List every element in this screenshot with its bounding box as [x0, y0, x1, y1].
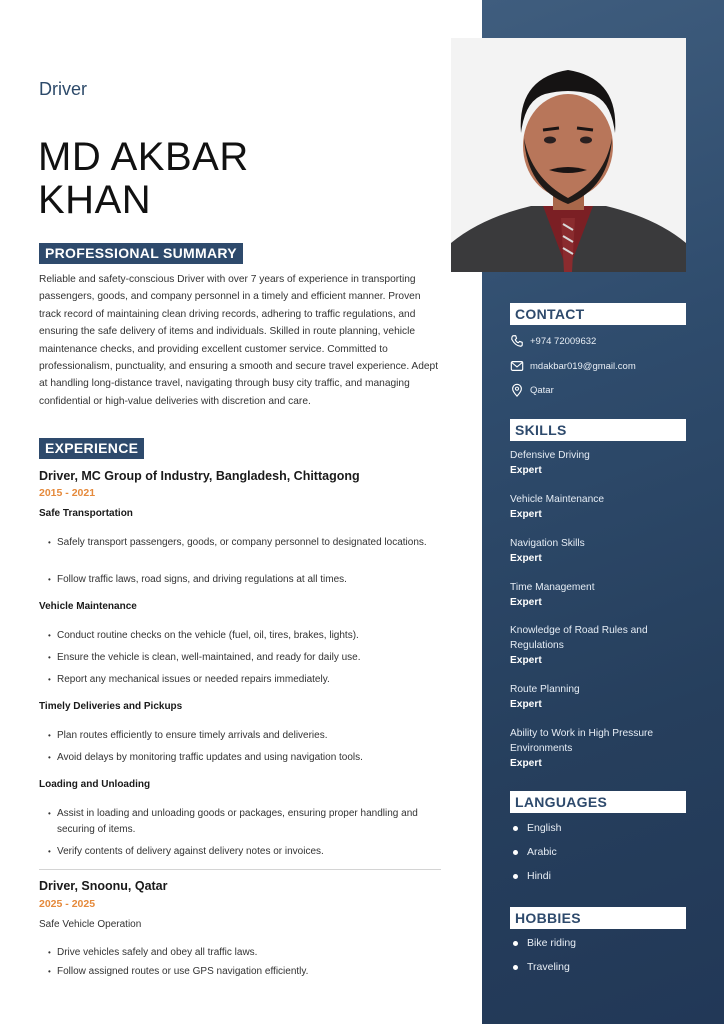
summary-text: Reliable and safety-conscious Driver with over 7 years of experience in transporting passengers, goods, and company personnel in a timely and efficient manner. Proven track record of maintaining clean driving records, adhering to traffic regulations, and ensuring the safe delivery of items and individuals. Skilled in route planning, vehicle maintenance checks, and providing excellent customer service. Committed to professionalism, punctuality, and ensuring a smooth and secure travel experience. Adept at handling long-distance travel, navigating through busy city traffic, and managing confidential or high-value deliveries with discretion and care. — [39, 274, 439, 407]
skill-level: Expert — [510, 509, 542, 520]
candidate-name — [38, 136, 338, 222]
list-item: • Verify contents of delivery against delivery notes or invoices. — [48, 844, 428, 860]
hobby-name: Traveling — [527, 961, 570, 973]
skill-name: Time Management — [510, 582, 595, 593]
location-pin-icon — [510, 383, 524, 397]
list-item: • Assist in loading and unloading goods or packages, ensuring proper handling and securing of items. — [48, 806, 428, 838]
mail-icon — [510, 359, 524, 373]
skill-item — [510, 580, 685, 610]
summary-heading: PROFESSIONAL SUMMARY — [39, 243, 243, 264]
skill-item — [510, 536, 685, 566]
contact-location — [510, 382, 554, 398]
skill-item — [510, 492, 685, 522]
language-name: Arabic — [527, 846, 557, 858]
job-title: Driver, MC Group of Industry, Bangladesh, Chittagong — [39, 469, 360, 483]
skill-level: Expert — [510, 597, 542, 608]
skill-item — [510, 623, 685, 668]
job-dates: 2015 - 2021 — [39, 487, 96, 499]
skill-item — [510, 726, 685, 771]
bullet-dot — [513, 874, 518, 879]
skill-name: Knowledge of Road Rules and Regulations — [510, 625, 648, 651]
contact-email[interactable] — [510, 358, 636, 374]
list-item: • Report any mechanical issues or needed repairs immediately. — [48, 672, 428, 688]
language-item — [513, 846, 557, 858]
skill-name: Vehicle Maintenance — [510, 494, 605, 505]
bullet-dot — [513, 826, 518, 831]
location-text: Qatar — [530, 384, 554, 396]
skill-item — [510, 682, 685, 712]
list-item: • Follow assigned routes or use GPS navigation efficiently. — [48, 964, 428, 980]
portrait-illustration — [451, 38, 686, 272]
list-item: • Drive vehicles safely and obey all traffic laws. — [48, 945, 428, 961]
skill-name: Ability to Work in High Pressure Environments — [510, 728, 654, 754]
languages-heading: LANGUAGES — [510, 791, 686, 813]
bullet-dot — [513, 850, 518, 855]
profile-photo — [451, 38, 686, 272]
contact-phone[interactable] — [510, 333, 596, 349]
job-section-heading: Loading and Unloading — [39, 779, 151, 790]
contact-heading: CONTACT — [510, 303, 686, 325]
divider — [39, 869, 441, 870]
experience-heading: EXPERIENCE — [39, 438, 144, 459]
skill-level: Expert — [510, 758, 542, 769]
hobby-item — [513, 961, 570, 973]
skill-name: Route Planning — [510, 684, 580, 695]
list-item: • Plan routes efficiently to ensure timely arrivals and deliveries. — [48, 728, 428, 744]
skill-level: Expert — [510, 699, 542, 710]
language-name: English — [527, 822, 562, 834]
skill-name: Defensive Driving — [510, 450, 590, 461]
phone-icon — [510, 334, 524, 348]
language-item — [513, 822, 561, 834]
job-section-heading: Safe Vehicle Operation — [39, 919, 142, 930]
hobbies-heading: HOBBIES — [510, 907, 686, 929]
skill-level: Expert — [510, 655, 542, 666]
list-item: • Safely transport passengers, goods, or company personnel to designated locations. — [48, 535, 428, 551]
job-title: Driver, Snoonu, Qatar — [39, 879, 168, 893]
list-item: • Ensure the vehicle is clean, well-maintained, and ready for daily use. — [48, 650, 428, 666]
skill-level: Expert — [510, 553, 542, 564]
skill-item — [510, 448, 685, 478]
hobby-name: Bike riding — [527, 937, 577, 949]
phone-text: +974 72009632 — [530, 335, 597, 347]
bullet-dot — [513, 941, 518, 946]
bullet-dot — [513, 965, 518, 970]
language-item — [513, 870, 551, 882]
list-item: • Conduct routine checks on the vehicle (fuel, oil, tires, brakes, lights). — [48, 628, 428, 644]
skills-heading: SKILLS — [510, 419, 686, 441]
list-item: • Avoid delays by monitoring traffic updates and using navigation tools. — [48, 750, 428, 766]
language-name: Hindi — [527, 870, 551, 882]
skill-name: Navigation Skills — [510, 538, 585, 549]
name-line-1: MD AKBAR — [38, 135, 249, 179]
email-text: mdakbar019@gmail.com — [530, 360, 636, 372]
job-role: Driver — [39, 79, 87, 99]
hobby-item — [513, 937, 576, 949]
name-line-2: KHAN — [38, 178, 152, 222]
skill-level: Expert — [510, 465, 542, 476]
job-section-heading: Safe Transportation — [39, 508, 133, 519]
list-item: • Follow traffic laws, road signs, and driving regulations at all times. — [48, 572, 428, 588]
job-section-heading: Vehicle Maintenance — [39, 601, 137, 612]
job-section-heading: Timely Deliveries and Pickups — [39, 701, 183, 712]
job-dates: 2025 - 2025 — [39, 898, 96, 910]
